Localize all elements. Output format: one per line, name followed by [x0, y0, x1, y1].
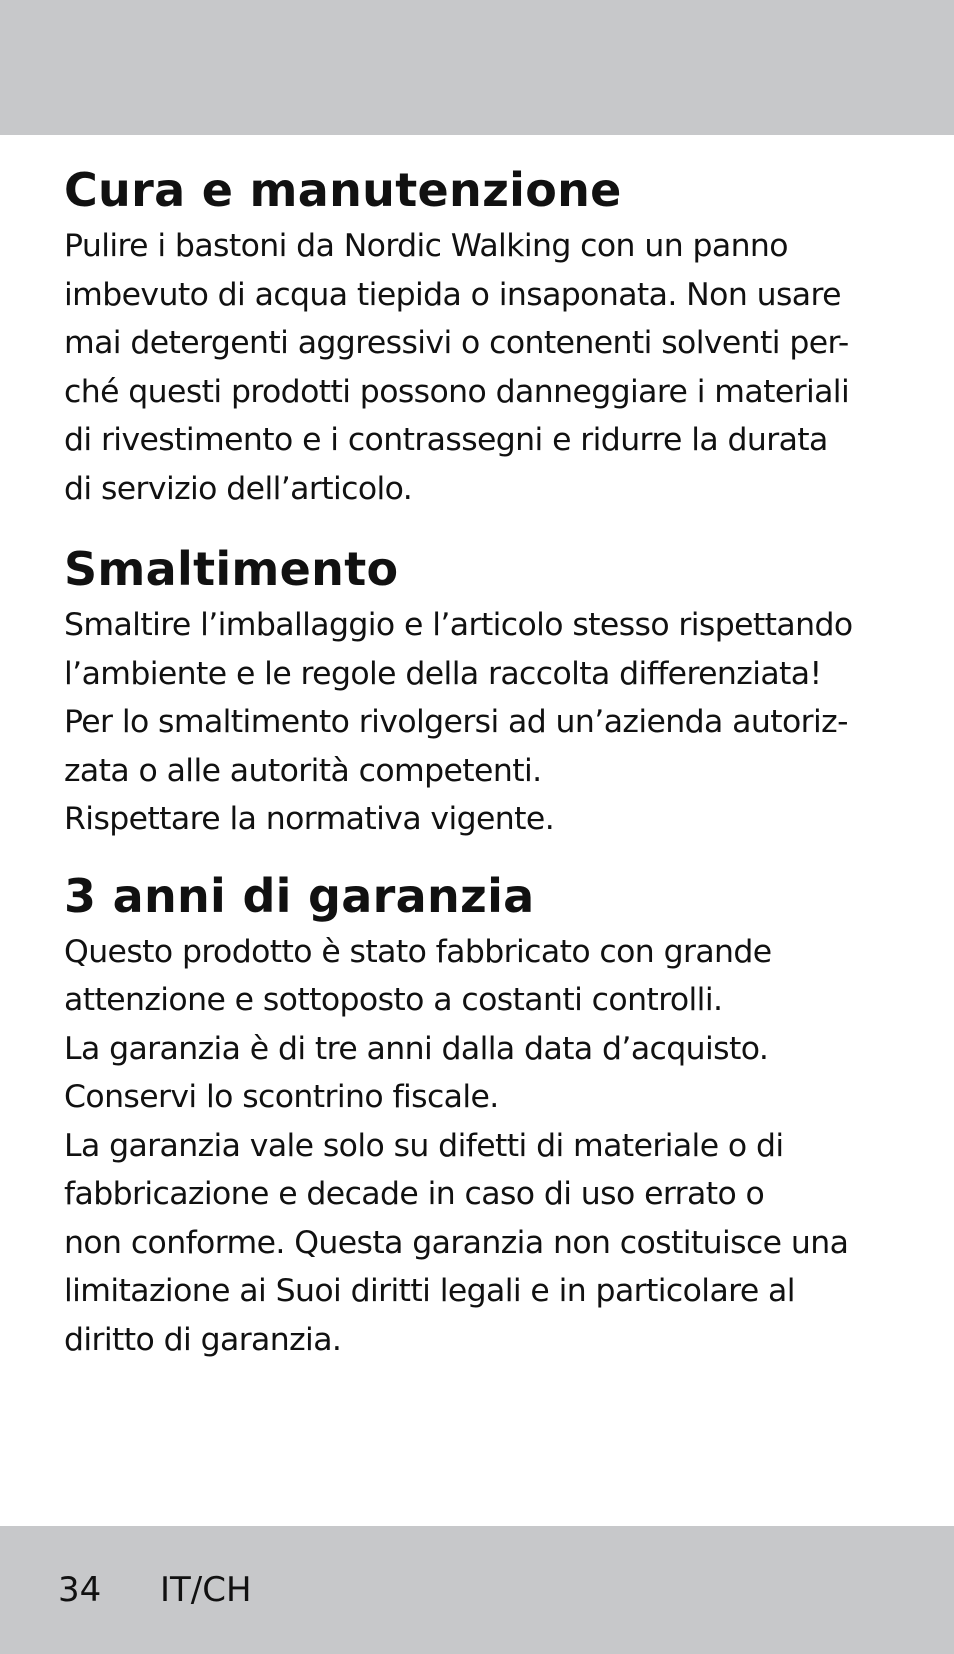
text-line: Per lo smaltimento rivolgersi ad un’azienda autoriz-	[64, 704, 848, 740]
text-line: ché questi prodotti possono danneggiare i materiali	[64, 373, 850, 410]
text-line: diritto di garanzia.	[64, 1321, 342, 1358]
text-line: Questo prodotto è stato fabbricato con grande	[64, 933, 772, 970]
section-title-garanzia: 3 anni di garanzia	[64, 868, 535, 923]
text-line: La garanzia vale solo su difetti di materiale o di	[64, 1127, 784, 1164]
section-body-cura	[64, 222, 904, 513]
text-line: fabbricazione e decade in caso di uso errato o	[64, 1176, 765, 1212]
text-line: di servizio dell’articolo.	[64, 470, 413, 507]
text-line: imbevuto di acqua tiepida o insaponata. Non usare	[64, 276, 841, 313]
section-body-garanzia	[64, 928, 904, 1365]
text-line: l’ambiente e le regole della raccolta differenziata!	[64, 655, 822, 692]
page-content	[64, 158, 904, 1364]
text-line: Rispettare la normativa vigente.	[64, 801, 555, 837]
section-body-smaltimento	[64, 601, 904, 844]
text-line: non conforme. Questa garanzia non costituisce una	[64, 1224, 849, 1261]
page-footer	[58, 1570, 252, 1610]
text-line: Conservi lo scontrino fiscale.	[64, 1079, 499, 1115]
text-line: Smaltire l’imballaggio e l’articolo stesso rispettando	[64, 607, 853, 643]
section-title-cura: Cura e manutenzione	[64, 163, 622, 217]
header-band	[0, 0, 954, 135]
section-title-smaltimento: Smaltimento	[64, 542, 399, 596]
locale-label: IT/CH	[160, 1570, 252, 1610]
text-line: Pulire i bastoni da Nordic Walking con un panno	[64, 228, 788, 264]
text-line: di rivestimento e i contrassegni e ridurre la durata	[64, 422, 828, 458]
page-number: 34	[58, 1570, 102, 1610]
text-line: zata o alle autorità competenti.	[64, 752, 542, 789]
text-line: limitazione ai Suoi diritti legali e in particolare al	[64, 1273, 795, 1309]
text-line: mai detergenti aggressivi o contenenti solventi per-	[64, 325, 849, 361]
text-line: attenzione e sottoposto a costanti controlli.	[64, 982, 723, 1018]
text-line: La garanzia è di tre anni dalla data d’acquisto.	[64, 1030, 769, 1067]
